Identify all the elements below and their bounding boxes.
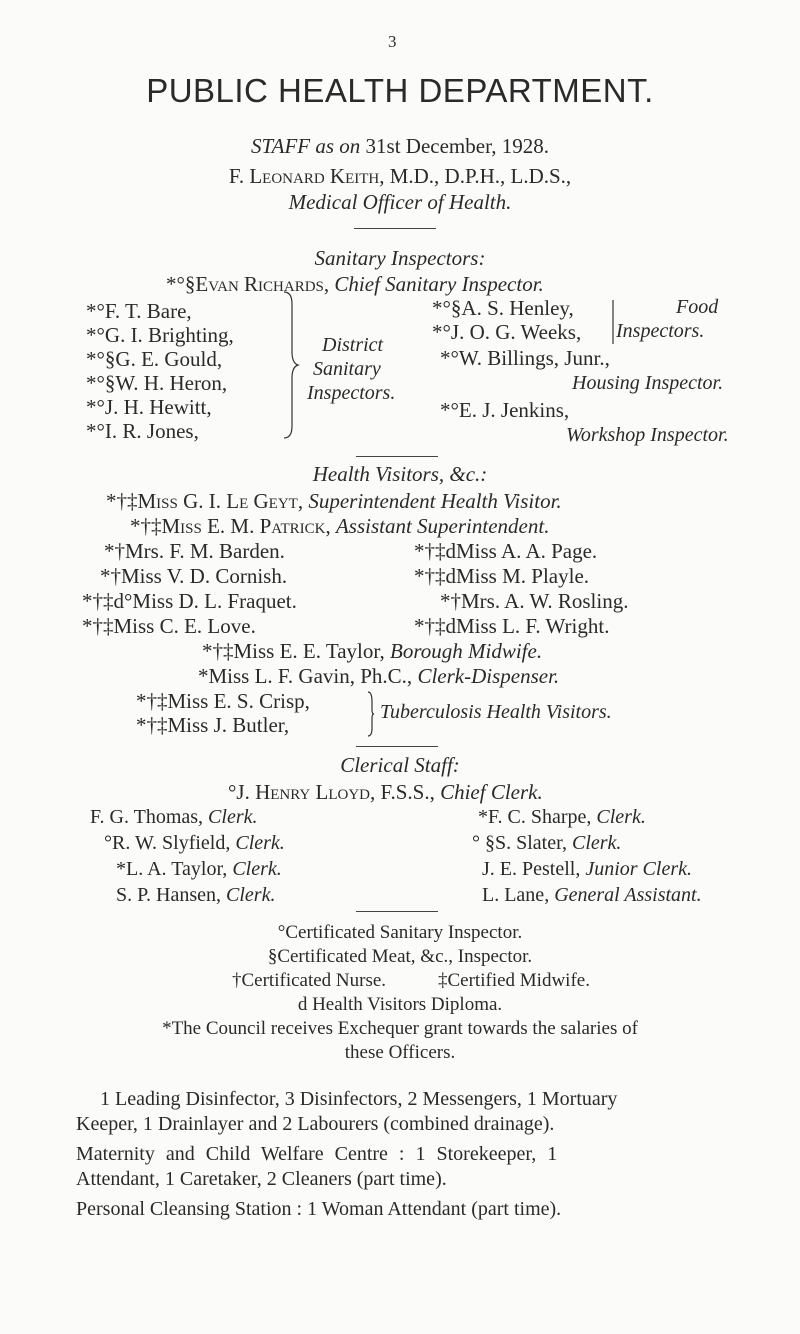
clerk-name: ° §S. Slater, — [472, 832, 567, 854]
clerk-role: Clerk. — [208, 806, 258, 828]
clerk-name: S. P. Hansen, — [116, 884, 222, 906]
dispenser-title: Clerk-Dispenser. — [417, 664, 560, 688]
other-staff-p3: Personal Cleansing Station : 1 Woman Attendant (part time). — [76, 1198, 562, 1220]
housing-inspector-title: Housing Inspector. — [572, 372, 724, 394]
staff-date-line — [0, 134, 800, 159]
clerk-entry — [478, 806, 646, 829]
tb-title: Tuberculosis Health Visitors. — [380, 701, 612, 723]
workshop-inspector-title: Workshop Inspector. — [566, 424, 729, 446]
clerical-heading: Clerical Staff: — [340, 753, 460, 777]
clerk-role: General Assistant. — [554, 884, 702, 906]
district-inspector: *°F. T. Bare, — [86, 299, 192, 323]
note-exchequer-1: *The Council receives Exchequer grant towards the salaries of — [162, 1018, 638, 1039]
clerk-name: *L. A. Taylor, — [116, 858, 228, 880]
clerk-role: Junior Clerk. — [585, 858, 692, 880]
clerk-entry — [90, 806, 257, 829]
health-visitor: *†Mrs. A. W. Rosling. — [440, 589, 629, 613]
district-inspector: *°§G. E. Gould, — [86, 347, 223, 371]
page-number: 3 — [388, 32, 397, 51]
district-inspector: *°J. H. Hewitt, — [86, 395, 212, 419]
other-staff-p1-line2: Keeper, 1 Drainlayer and 2 Labourers (combined drainage). — [76, 1113, 555, 1135]
chief-sanitary-name: *°§Evan Richards, — [166, 272, 330, 296]
clerk-entry — [482, 858, 692, 881]
staff-line-prefix: STAFF as on — [251, 134, 361, 158]
superintendent-line — [106, 489, 562, 514]
dispenser-line — [198, 664, 559, 689]
tb-brace — [366, 690, 376, 738]
assistant-name: *†‡Miss E. M. Patrick, — [130, 514, 331, 538]
tb-visitor: *†‡Miss E. S. Crisp, — [136, 689, 310, 713]
health-visitor: *†‡dMiss M. Playle. — [414, 564, 590, 588]
clerk-role: Clerk. — [235, 832, 285, 854]
health-visitor: *†‡dMiss L. F. Wright. — [414, 614, 610, 638]
workshop-inspector-name: *°E. J. Jenkins, — [440, 398, 570, 422]
clerk-role: Clerk. — [232, 858, 282, 880]
clerk-entry — [116, 858, 282, 881]
moh-name: F. Leonard Keith, M.D., D.P.H., L.D.S., — [228, 164, 572, 188]
district-inspector: *°I. R. Jones, — [86, 419, 199, 443]
note-certificated-inspector: °Certificated Sanitary Inspector. — [277, 922, 523, 943]
health-visitors-heading: Health Visitors, &c.: — [312, 462, 488, 486]
superintendent-name: *†‡Miss G. I. Le Geyt, — [106, 489, 304, 513]
health-visitor: *†‡d°Miss D. L. Fraquet. — [82, 589, 297, 613]
note-nurse: †Certificated Nurse. — [232, 970, 387, 991]
clerk-name: °R. W. Slyfield, — [104, 832, 231, 854]
food-inspector: *°J. O. G. Weeks, — [432, 320, 582, 344]
other-staff-p2-line2: Attendant, 1 Caretaker, 2 Cleaners (part time). — [76, 1168, 447, 1190]
clerk-name: J. E. Pestell, — [482, 858, 581, 880]
housing-inspector-name: *°W. Billings, Junr., — [440, 346, 610, 370]
clerk-entry — [104, 832, 285, 855]
health-visitor: *†‡Miss C. E. Love. — [82, 614, 256, 638]
clerk-entry — [482, 884, 702, 907]
divider — [356, 456, 438, 457]
district-inspector: *°§W. H. Heron, — [86, 371, 228, 395]
food-label-line: Inspectors. — [616, 320, 705, 342]
note-midwife: ‡Certified Midwife. — [438, 970, 590, 991]
staff-line-date: 31st December, 1928. — [365, 134, 549, 158]
clerk-entry — [472, 832, 621, 855]
food-inspector: *°§A. S. Henley, — [432, 296, 574, 320]
superintendent-title: Superintendent Health Visitor. — [308, 489, 562, 513]
assistant-title: Assistant Superintendent. — [335, 514, 550, 538]
district-label-line: District — [322, 334, 384, 356]
district-label-line: Inspectors. — [307, 382, 396, 404]
note-hv-diploma: d Health Visitors Diploma. — [297, 994, 503, 1015]
assistant-line — [130, 514, 549, 539]
district-brace — [280, 290, 300, 440]
chief-clerk-title: Chief Clerk. — [440, 780, 543, 804]
district-label-line: Sanitary — [313, 358, 381, 380]
chief-sanitary-title: Chief Sanitary Inspector. — [334, 272, 544, 296]
page-title: PUBLIC HEALTH DEPARTMENT. — [146, 72, 654, 109]
clerk-entry — [116, 884, 275, 907]
sanitary-heading: Sanitary Inspectors: — [314, 246, 486, 270]
chief-sanitary-line — [166, 272, 544, 297]
divider — [354, 228, 436, 229]
moh-title: Medical Officer of Health. — [288, 190, 512, 214]
chief-clerk-line — [228, 780, 543, 805]
district-inspector: *°G. I. Brighting, — [86, 323, 234, 347]
health-visitor: *†Mrs. F. M. Barden. — [104, 539, 285, 563]
health-visitor: *†‡dMiss A. A. Page. — [414, 539, 598, 563]
food-label-line: Food — [676, 296, 719, 318]
midwife-line — [202, 639, 542, 664]
divider — [356, 911, 438, 912]
midwife-name: *†‡Miss E. E. Taylor, — [202, 639, 385, 663]
midwife-title: Borough Midwife. — [390, 639, 543, 663]
clerk-role: Clerk. — [596, 806, 646, 828]
other-staff-p2-line1: Maternity and Child Welfare Centre : 1 Storekeeper, 1 — [76, 1143, 558, 1165]
dispenser-name: *Miss L. F. Gavin, Ph.C., — [198, 664, 413, 688]
divider — [356, 746, 438, 747]
other-staff-p1-line1: 1 Leading Disinfector, 3 Disinfectors, 2 Messengers, 1 Mortuary — [100, 1088, 618, 1110]
clerk-name: F. G. Thomas, — [90, 806, 204, 828]
clerk-role: Clerk. — [226, 884, 276, 906]
note-meat-inspector: §Certificated Meat, &c., Inspector. — [267, 946, 533, 967]
clerk-name: *F. C. Sharpe, — [478, 806, 592, 828]
health-visitor: *†Miss V. D. Cornish. — [100, 564, 288, 588]
tb-visitor: *†‡Miss J. Butler, — [136, 713, 290, 737]
chief-clerk-name: °J. Henry Lloyd, F.S.S., — [228, 780, 435, 804]
clerk-role: Clerk. — [571, 832, 622, 854]
clerk-name: L. Lane, — [482, 884, 550, 906]
note-exchequer-2: these Officers. — [344, 1042, 456, 1063]
